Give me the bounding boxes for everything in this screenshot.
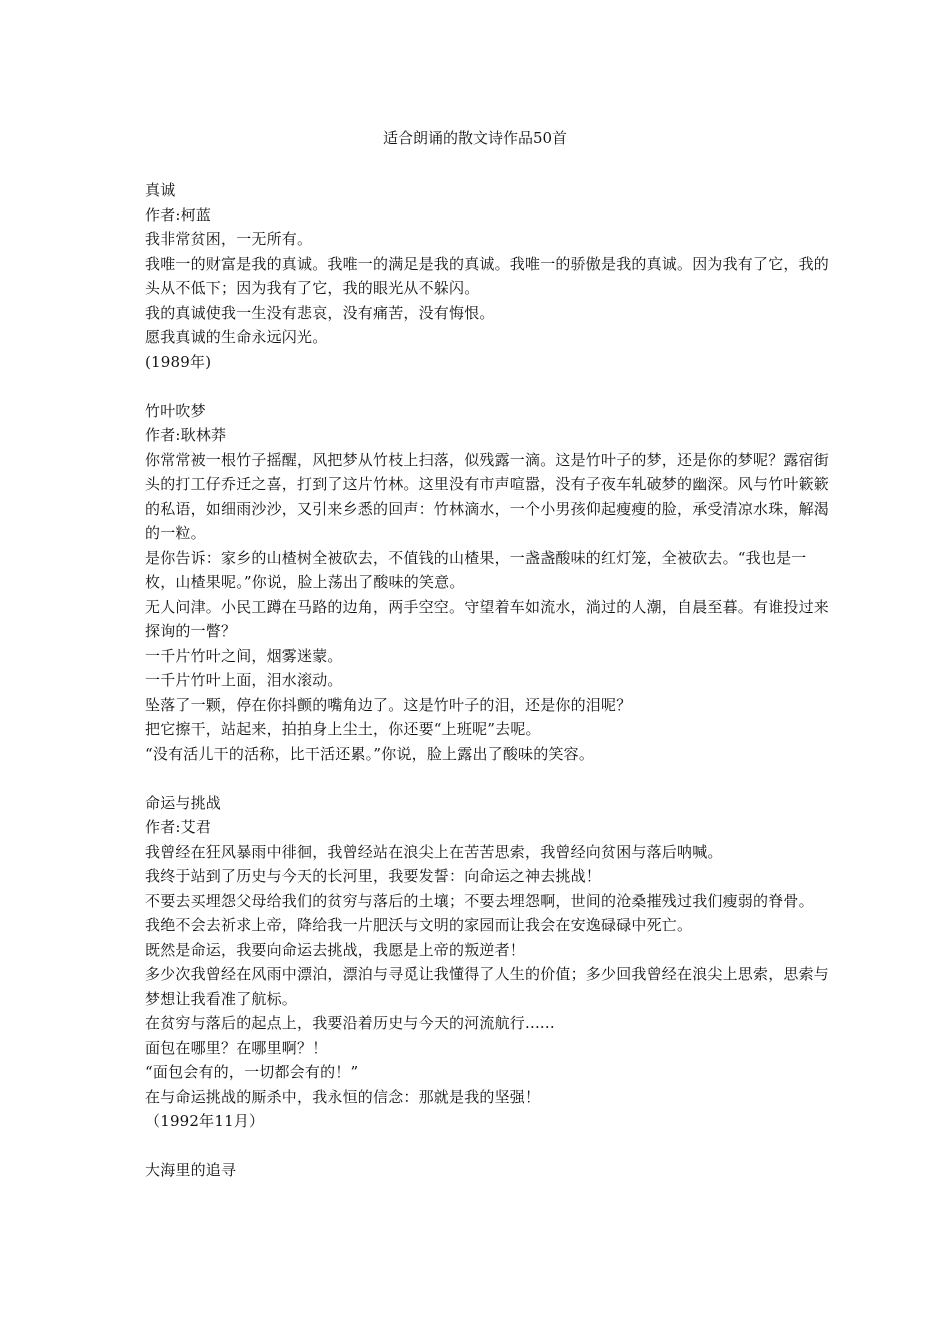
section-date: （1992年11月） [145, 1112, 265, 1130]
document-title: 适合朗诵的散文诗作品50首 [382, 129, 568, 147]
paragraph: 我终于站到了历史与今天的长河里，我要发誓：向命运之神去挑战！ [145, 867, 602, 885]
paragraph: 我唯一的财富是我的真诚。我唯一的满足是我的真诚。我唯一的骄傲是我的真诚。因为我有了它，我的头从不低下；因为我有了它，我的眼光从不躲闪。 [145, 254, 830, 297]
section-author: 作者:柯蓝 [145, 205, 212, 224]
paragraph: 无人问津。小民工蹲在马路的边角，两手空空。守望着车如流水，淌过的人潮，自晨至暮。有谁投过来探询的一瞥？ [145, 597, 830, 640]
paragraph: 面包在哪里？在哪里啊？！ [145, 1038, 328, 1057]
paragraph: 不要去买埋怨父母给我们的贫穷与落后的土壤；不要去埋怨啊，世间的沧桑摧残过我们瘦弱的脊骨。 [145, 891, 814, 910]
paragraph: 一千片竹叶上面，泪水滚动。 [145, 671, 343, 689]
paragraph: 多少次我曾经在风雨中漂泊，漂泊与寻觅让我懂得了人生的价值；多少回我曾经在浪尖上思索，思索与梦想让我看准了航标。 [145, 965, 830, 1008]
section-author: 作者:艾君 [145, 818, 212, 836]
paragraph: “面包会有的，一切都会有的！” [145, 1063, 359, 1081]
paragraph: 既然是命运，我要向命运去挑战，我愿是上帝的叛逆者！ [145, 940, 526, 959]
paragraph: 我绝不会去祈求上帝，降给我一片肥沃与文明的家园而让我会在安逸碌碌中死亡。 [145, 916, 693, 934]
section-mingyun-yu-tiaozhan [145, 791, 835, 1134]
section-title: 大海里的追寻 [145, 1161, 237, 1179]
paragraph: 你常常被一根竹子摇醒，风把梦从竹枝上扫落，似残露一滴。这是竹叶子的梦，还是你的梦呢？露宿街头的打工仔乔迁之喜，打到了这片竹林。这里没有市声喧嚣，没有子夜车轧破梦的幽深。风与竹叶簌簌的私语，如细雨沙沙，又引来乡悉的回声：竹林滴水，一个小男孩仰起瘦瘦的脸，承受清凉水珠，解渴的一粒。 [145, 450, 830, 542]
document-body [145, 178, 835, 1183]
section-dahai-li-de-zhuixun [145, 1158, 835, 1183]
paragraph: 在贫穷与落后的起点上，我要沿着历史与今天的河流航行...... [145, 1014, 555, 1032]
section-title: 命运与挑战 [145, 793, 222, 812]
paragraph: 把它擦干，站起来，拍拍身上尘土，你还要“上班呢”去呢。 [145, 720, 541, 738]
paragraph: 我非常贫困，一无所有。 [145, 230, 313, 248]
section-title: 真诚 [145, 181, 176, 199]
paragraph: “没有活儿干的活称，比干活还累。”你说，脸上露出了酸味的笑容。 [145, 744, 595, 763]
paragraph: 坠落了一颗，停在你抖颤的嘴角边了。这是竹叶子的泪，还是你的泪呢？ [145, 695, 632, 714]
section-date: (1989年) [145, 352, 212, 371]
section-zhencheng [145, 178, 835, 374]
paragraph: 我的真诚使我一生没有悲哀，没有痛苦，没有悔恨。 [145, 303, 495, 322]
paragraph: 在与命运挑战的厮杀中，我永恒的信念：那就是我的坚强！ [145, 1087, 541, 1106]
paragraph: 我曾经在狂风暴雨中徘徊，我曾经站在浪尖上在苦苦思索，我曾经向贫困与落后呐喊。 [145, 842, 723, 861]
section-zhuye-chuimeng [145, 399, 835, 767]
paragraph: 是你告诉：家乡的山楂树全被砍去，不值钱的山楂果，一盏盏酸味的红灯笼，全被砍去。“我也是一枚，山楂果呢。”你说，脸上荡出了酸味的笑意。 [145, 548, 807, 591]
section-title: 竹叶吹梦 [145, 401, 206, 420]
paragraph: 一千片竹叶之间，烟雾迷蒙。 [145, 646, 343, 665]
paragraph: 愿我真诚的生命永远闪光。 [145, 328, 328, 346]
section-author: 作者:耿林莽 [145, 426, 227, 444]
